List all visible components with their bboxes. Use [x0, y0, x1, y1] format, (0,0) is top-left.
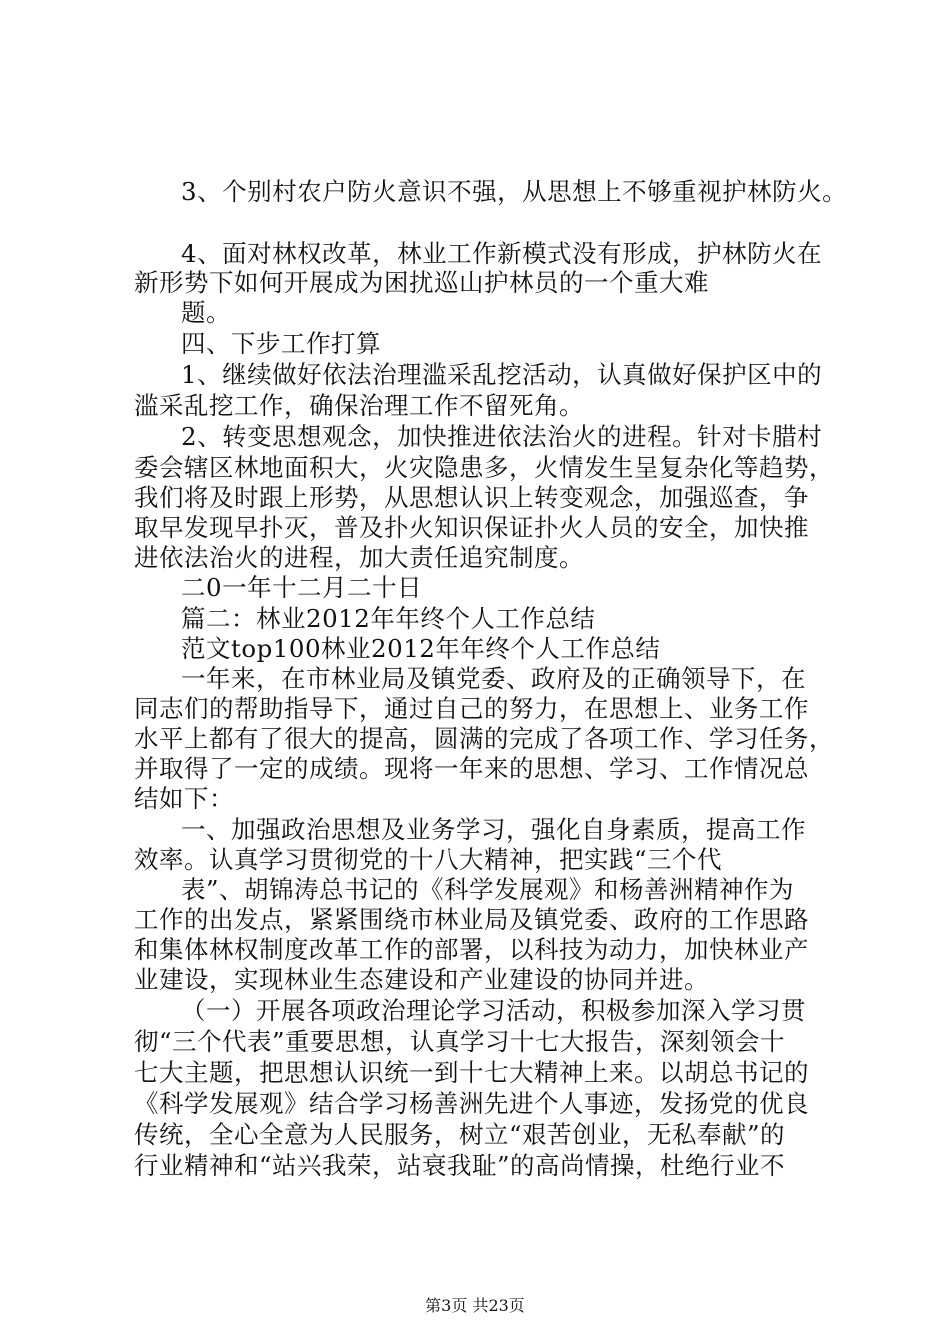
text-line: 一年来，在市林业局及镇党委、政府及的正确领导下，在: [181, 664, 806, 693]
text-line: 和集体林权制度改革工作的部署，以科技为动力，加快林业产: [134, 935, 809, 964]
text-line: 进依法治火的进程，加大责任追究制度。: [134, 543, 584, 572]
text-line: 彻“三个代表”重要思想，认真学习十七大报告，深刻领会十: [134, 1027, 786, 1056]
text-line: 新形势下如何开展成为困扰巡山护林员的一个重大难: [134, 268, 709, 297]
text-line: 结如下：: [134, 784, 234, 813]
text-line: 3、个别村农户防火意识不强，从思想上不够重视护林防火。: [181, 177, 848, 206]
article-heading: 篇二：林业2012年年终个人工作总结: [181, 604, 596, 633]
text-line: 题。: [181, 298, 231, 327]
text-line: 一、加强政治思想及业务学习，强化自身素质，提高工作: [181, 815, 806, 844]
text-line: 工作的出发点，紧紧围绕市林业局及镇党委、政府的工作思路: [134, 905, 809, 934]
page-footer: 第3页 共23页: [425, 1296, 525, 1315]
section-heading: 四、下步工作打算: [181, 329, 381, 358]
text-line: （一）开展各项政治理论学习活动，积极参加深入学习贯: [181, 996, 806, 1025]
text-line: 七大主题，把思想认识统一到十七大精神上来。以胡总书记的: [134, 1058, 809, 1087]
article-subheading: 范文top100林业2012年年终个人工作总结: [181, 634, 661, 663]
text-line: 我们将及时跟上形势，从思想认识上转变观念，加强巡查，争: [134, 483, 809, 512]
text-line: 水平上都有了很大的提高，圆满的完成了各项工作、学习任务，: [134, 724, 834, 753]
text-line: 取早发现早扑灭，普及扑火知识保证扑火人员的安全，加快推: [134, 513, 809, 542]
text-line: 并取得了一定的成绩。现将一年来的思想、学习、工作情况总: [134, 754, 809, 783]
text-line: 同志们的帮助指导下，通过自己的努力，在思想上、业务工作: [134, 694, 809, 723]
text-line: 委会辖区林地面积大，火灾隐患多，火情发生呈复杂化等趋势，: [134, 453, 834, 482]
text-line: 4、面对林权改革，林业工作新模式没有形成，护林防火在: [181, 239, 823, 268]
text-line: 效率。认真学习贯彻党的十八大精神，把实践“三个代: [134, 845, 723, 874]
text-line: 业建设，实现林业生态建设和产业建设的协同并进。: [134, 965, 709, 994]
text-line: 传统，全心全意为人民服务，树立“艰苦创业，无私奉献”的: [134, 1120, 786, 1149]
text-line: 行业精神和“站兴我荣，站衰我耻”的高尚情操，杜绝行业不: [134, 1151, 786, 1180]
text-line: 《科学发展观》结合学习杨善洲先进个人事迹，发扬党的优良: [134, 1089, 809, 1118]
text-line: 滥采乱挖工作，确保治理工作不留死角。: [134, 391, 584, 420]
text-line: 1、继续做好依法治理滥采乱挖活动，认真做好保护区中的: [181, 360, 823, 389]
text-line: 2、转变思想观念，加快推进依法治火的进程。针对卡腊村: [181, 422, 823, 451]
date-line: 二0一年十二月二十日: [181, 573, 423, 602]
text-line: 表”、胡锦涛总书记的《科学发展观》和杨善洲精神作为: [181, 875, 795, 904]
